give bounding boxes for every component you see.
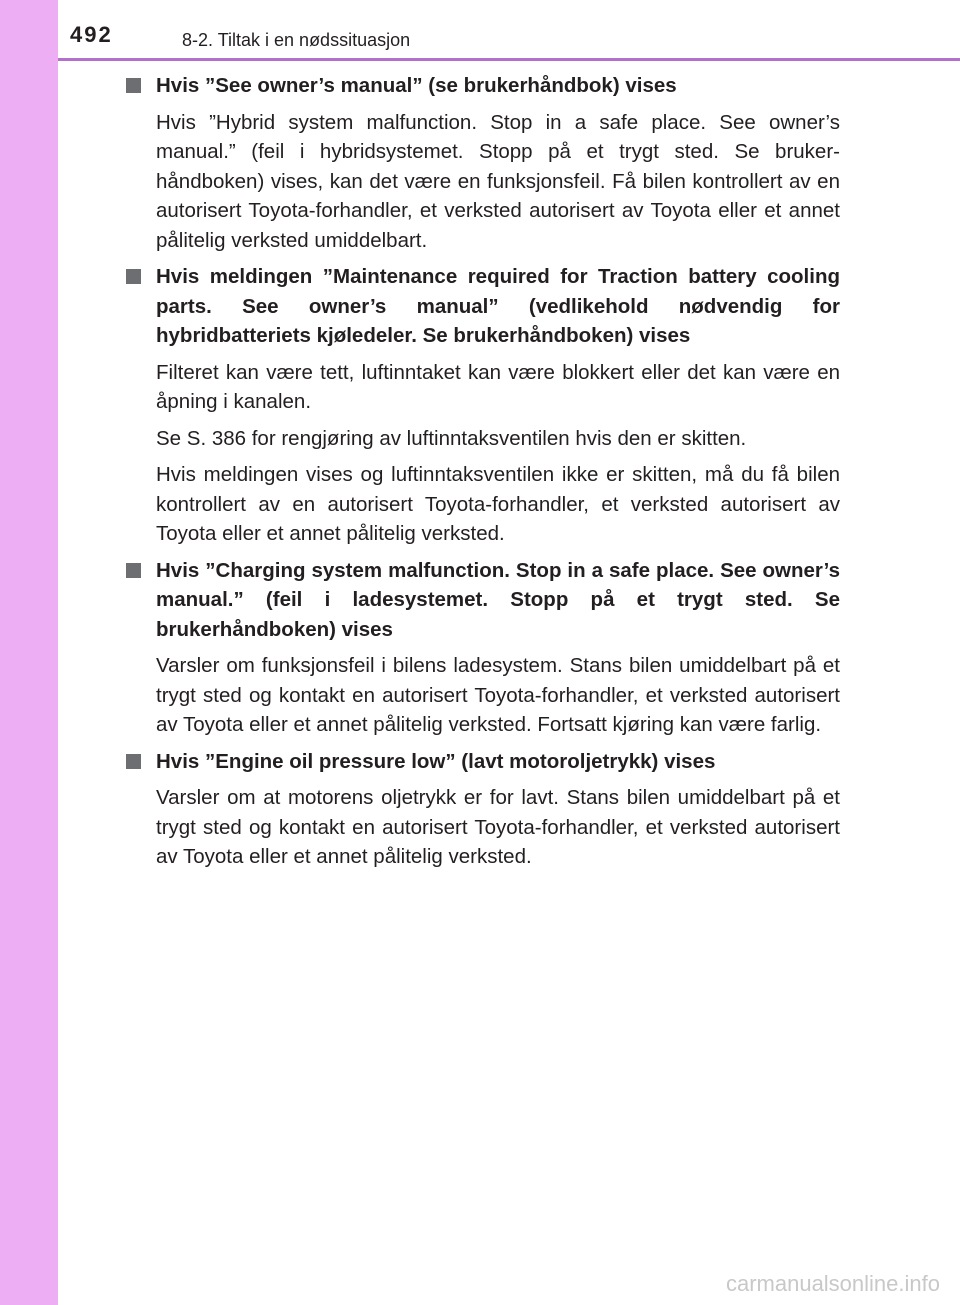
section-traction-battery-cooling bbox=[126, 262, 840, 549]
section-heading-text: Hvis meldingen ”Maintenance required for Traction battery cooling parts. See owner’s manual” (vedlikehold nødvendig for hybridbatteriets kjøledeler. Se brukerhåndboken) vises bbox=[156, 265, 840, 347]
section-heading bbox=[126, 71, 840, 101]
square-bullet-icon bbox=[126, 78, 141, 93]
section-paragraph: Filteret kan være tett, luftinntaket kan være blokkert eller det kan være en åpning i kanalen. bbox=[156, 360, 840, 413]
page-content bbox=[126, 71, 840, 872]
watermark: carmanualsonline.info bbox=[725, 1271, 940, 1296]
section-heading bbox=[126, 747, 840, 777]
section-heading bbox=[126, 262, 840, 351]
header-rule bbox=[58, 58, 960, 61]
section-engine-oil-pressure-low bbox=[126, 747, 840, 872]
section-paragraph: Se S. 386 for rengjøring av luftinntaksventilen hvis den er skitten. bbox=[156, 426, 747, 450]
section-paragraph: Hvis meldingen vises og luftinntaksventilen ikke er skitten, må du få bilen kontrollert av en autorisert Toyota-forhandler, et verksted autorisert av Toyota eller et annet pålitelig verksted. bbox=[156, 463, 840, 545]
chapter-title: 8-2. Tiltak i en nødssituasjon bbox=[182, 30, 411, 50]
section-heading-text: Hvis ”Engine oil pressure low” (lavt motoroljetrykk) vises bbox=[156, 749, 716, 773]
square-bullet-icon bbox=[126, 754, 141, 769]
square-bullet-icon bbox=[126, 269, 141, 284]
section-paragraph: Varsler om at motorens oljetrykk er for lavt. Stans bilen umiddelbart på et trygt sted og kontakt en autorisert Toyota-forhandler, et verksted autorisert av Toyota eller et annet pålitelig verksted. bbox=[156, 786, 840, 868]
square-bullet-icon bbox=[126, 563, 141, 578]
section-see-owners-manual bbox=[126, 71, 840, 255]
section-charging-system-malfunction bbox=[126, 556, 840, 740]
section-heading-text: Hvis ”Charging system malfunction. Stop in a safe place. See owner’s manual.” (feil i ladesystemet. Stopp på et trygt sted. Se brukerhåndboken) vises bbox=[156, 558, 840, 641]
page-number: 492 bbox=[70, 22, 113, 47]
section-paragraph: Hvis ”Hybrid system malfunction. Stop in a safe place. See owner’s manual.” (feil i hybridsystemet. Stopp på et trygt sted. Se brukerhåndboken) vises, kan det være en funksjonsfeil. Få bilen kontrollert av en autorisert Toyota-forhandler, et verksted autorisert av Toyota eller et annet pålitelig verksted umiddelbart. bbox=[156, 110, 840, 252]
section-paragraph: Varsler om funksjonsfeil i bilens ladesystem. Stans bilen umiddelbart på et trygt sted og kontakt en autorisert Toyota-forhandler, et verksted autorisert av Toyota eller et annet pålitelig verksted. Fortsatt kjøring kan være farlig. bbox=[156, 654, 840, 736]
side-color-band bbox=[0, 0, 58, 1305]
section-heading-text: Hvis ”See owner’s manual” (se brukerhåndbok) vises bbox=[156, 74, 677, 97]
section-heading bbox=[126, 556, 840, 645]
